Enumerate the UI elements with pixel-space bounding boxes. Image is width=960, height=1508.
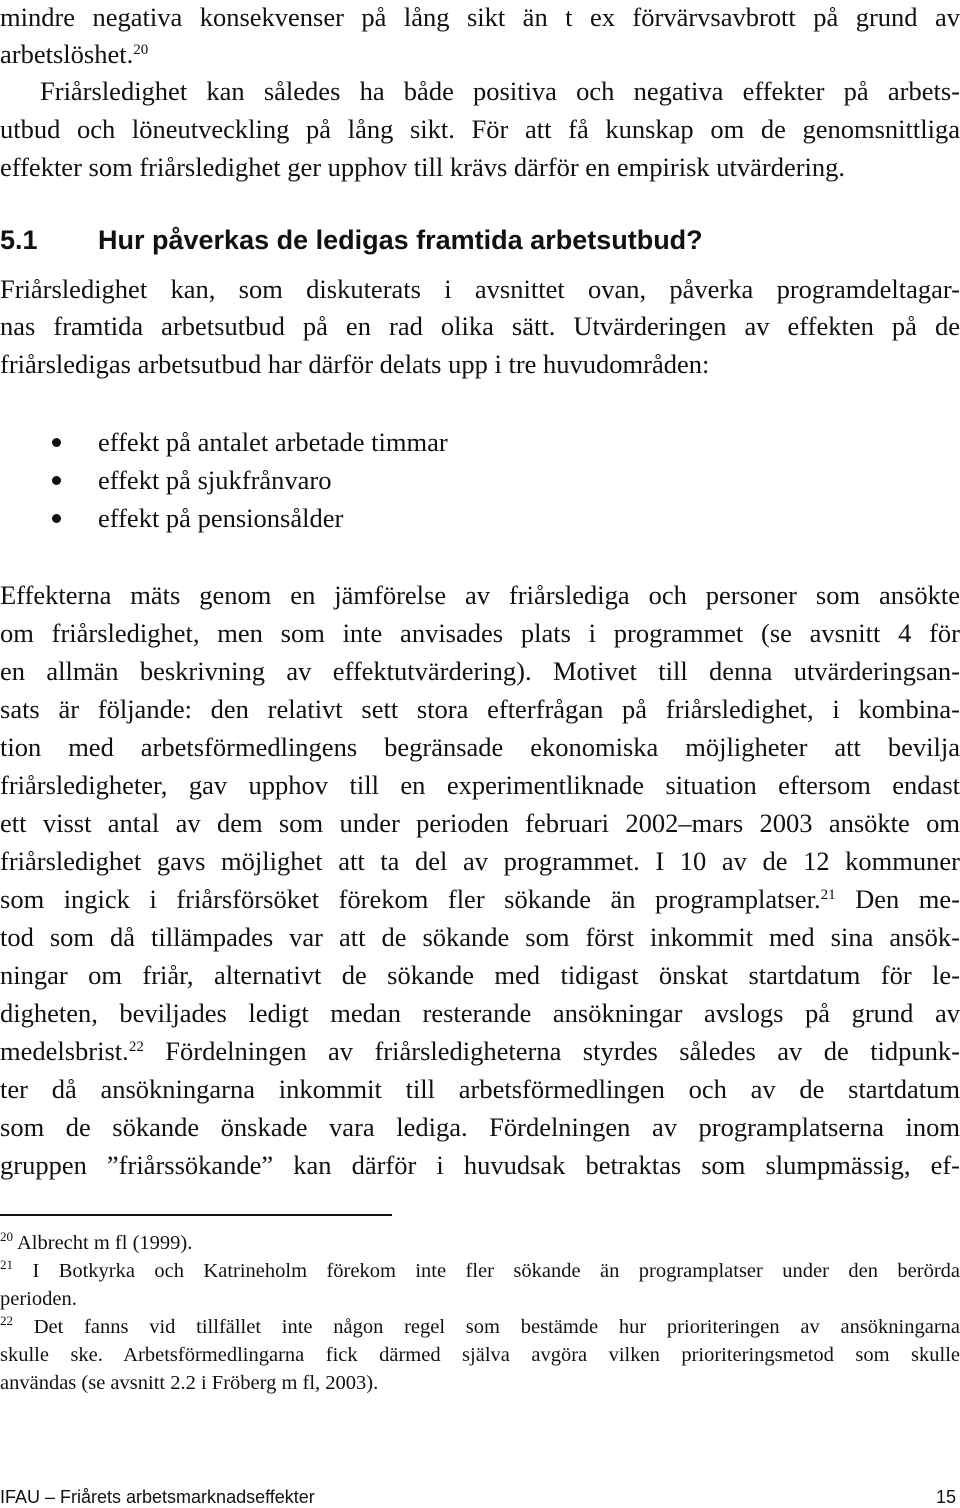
paragraph-line: utbud och löneutveckling på lång sikt. För att få kunskap om de genomsnittliga [0, 114, 960, 144]
paragraph-line: tion med arbetsförmedlingens begränsade ekonomiska möjligheter att bevilja [0, 732, 960, 762]
paragraph-line: ett visst antal av dem som under perioden februari 2002–mars 2003 ansökte om [0, 808, 960, 838]
paragraph-line: effekter som friårsledighet ger upphov till krävs därför en empirisk utvärdering. [0, 152, 846, 182]
footnote: $^{22}$ Det fanns vid tillfället inte någon regel som bestämde hur prioriteringen av ansökningarna [0, 1313, 960, 1338]
paragraph-line: Friårsledighet kan, som diskuterats i avsnittet ovan, påverka programdeltagar- [0, 274, 960, 304]
paragraph-line: en allmän beskrivning av effektutvärdering). Motivet till denna utvärderingsan- [0, 656, 960, 686]
paragraph-line: digheten, beviljades ledigt medan resterande ansökningar avslogs på grund av [0, 998, 960, 1028]
footer-title: IFAU – Friårets arbetsmarknadseffekter [0, 1487, 315, 1507]
footnote: $^{20}$ Albrecht m fl (1999). [0, 1229, 193, 1254]
paragraph-line: medelsbrist.$^{22}$ Fördelningen av friårsledigheterna styrdes således av de tidpunk- [0, 1036, 960, 1066]
paragraph-line: om friårsledighet, men som inte anvisades plats i programmet (se avsnitt 4 för [0, 618, 960, 648]
footnote-continuation: användas (se avsnitt 2.2 i Fröberg m fl, 2003). [0, 1372, 379, 1394]
section-title: Hur påverkas de ledigas framtida arbetsutbud? [98, 225, 703, 255]
paragraph-line: friårsledighet gavs möjlighet att ta del av programmet. I 10 av de 12 kommuner [0, 846, 960, 876]
paragraph-line: ter då ansökningarna inkommit till arbetsförmedlingen och av de startdatum [0, 1074, 960, 1104]
paragraph-line: som ingick i friårsförsöket förekom fler sökande än programplatser.$^{21}$ Den me- [0, 884, 960, 914]
paragraph-line: friårsledigas arbetsutbud har därför delats upp i tre huvudområden: [0, 349, 710, 379]
footnote-ref[interactable]: 20 [133, 42, 149, 58]
bullet-icon [52, 514, 61, 523]
paragraph-line: friårsledigheter, gav upphov till en experimentliknade situation eftersom endast [0, 770, 960, 800]
page-number: 15 [935, 1487, 956, 1507]
paragraph-line: arbetslöshet.$^{20}$ [0, 39, 149, 69]
bullet-icon [52, 438, 61, 447]
paragraph-line: nas framtida arbetsutbud på en rad olika sätt. Utvärderingen av effekten på de [0, 311, 960, 341]
section-number: 5.1 [0, 225, 38, 255]
section-heading [0, 222, 960, 258]
paragraph-line: Effekterna mäts genom en jämförelse av friårslediga och personer som ansökte [0, 580, 960, 610]
footnote-ref[interactable]: 21 [820, 887, 836, 903]
paragraph-line: mindre negativa konsekvenser på lång sikt än t ex förvärvsavbrott på grund av [0, 2, 960, 32]
document-page: mindre negativa konsekvenser på lång sikt än t ex förvärvsavbrott på grund av arbetslöshet.$^{20}$ Friårsledighet kan således ha både positiva och negativa effekter på arbets- utbud och löneutveckling på lång sikt. För att få kunskap om de genomsnittliga effekter som friårsledighet ger upphov till krävs därför en empirisk utvärdering. 5.1 Hur påverkas de ledigas framtida arbetsutbud? Friårsledighet kan, som diskuterats i avsnittet ovan, påverka programdeltagar- nas framtida arbetsutbud på en rad olika sätt. Utvärderingen av effekten på de friårsledigas arbetsutbud har därför delats upp i tre huvudområden: effekt på antalet arbetade timmar effekt på sjukfrånvaro effekt på pensionsålder Effekterna mäts genom en jämförelse av friårslediga och personer som ansökte om friårsledighet, men som inte anvisades plats i programmet (se avsnitt 4 för en allmän beskrivning av effektutvärdering). Motivet till denna utvärderingsan- sats är följande: den relativt sett stora efterfrågan på friårsledighet, i kombina- tion med arbetsförmedlingens begränsade ekonomiska möjligheter att bevilja friårsledigheter, gav upphov till en experimentliknade situation eftersom endast ett visst antal av dem som under perioden februari 2002–mars 2003 ansökte om friårsledighet gavs möjlighet att ta del av programmet. I 10 av de 12 kommuner som ingick i friårsförsöket förekom fler sökande än programplatser.$^{21}$ Den me- tod som då tillämpades var att de sökande som först inkommit med sina ansök- ningar om friår, alternativt de sökande med tidigast önskat startdatum för le- digheten, beviljades ledigt medan resterande ansökningar avslogs på grund av medelsbrist.$^{22}$ Fördelningen av friårsledigheterna styrdes således av de tidpunk- ter då ansökningarna inkommit till arbetsförmedlingen och av de startdatum som de sökande önskade vara lediga. Fördelningen av programplatserna inom gruppen ”friårssökande” kan därför i huvudsak betraktas som slumpmässig, ef- $^{20}$ Albrecht m fl (1999). $^{21}$ I Botkyrka och Katrineholm förekom inte fler sökande än programplatser under den berörda perioden. $^{22}$ Det fanns vid tillfället inte någon regel som bestämde hur prioriteringen av ansökningarna skulle ske. Arbetsförmedlingarna fick därmed själva avgöra vilken prioriteringsmetod som skulle användas (se avsnitt 2.2 i Fröberg m fl, 2003). IFAU – Friårets arbetsmarknadseffekter 15 [0, 2, 960, 1507]
paragraph-line: som de sökande önskade vara lediga. Fördelningen av programplatserna inom [0, 1112, 960, 1142]
bullet-icon [52, 476, 61, 485]
page-footer [0, 1486, 960, 1508]
footnote-separator [0, 1214, 392, 1216]
paragraph-line: gruppen ”friårssökande” kan därför i huvudsak betraktas som slumpmässig, ef- [0, 1150, 960, 1180]
paragraph-line: Friårsledighet kan således ha både positiva och negativa effekter på arbets- [40, 76, 960, 106]
footnote-continuation: perioden. [0, 1288, 77, 1310]
footnote-ref[interactable]: 22 [128, 1039, 144, 1055]
paragraph-line: tod som då tillämpades var att de sökande som först inkommit med sina ansök- [0, 922, 960, 952]
footnote-continuation: skulle ske. Arbetsförmedlingarna fick därmed själva avgöra vilken prioriteringsmetod som skulle [0, 1344, 960, 1366]
paragraph-line: ningar om friår, alternativt de sökande med tidigast önskat startdatum för le- [0, 960, 960, 990]
paragraph-line: sats är följande: den relativt sett stora efterfrågan på friårsledighet, i kombina- [0, 694, 960, 724]
footnote: $^{21}$ I Botkyrka och Katrineholm förekom inte fler sökande än programplatser under den berörda [0, 1257, 960, 1282]
